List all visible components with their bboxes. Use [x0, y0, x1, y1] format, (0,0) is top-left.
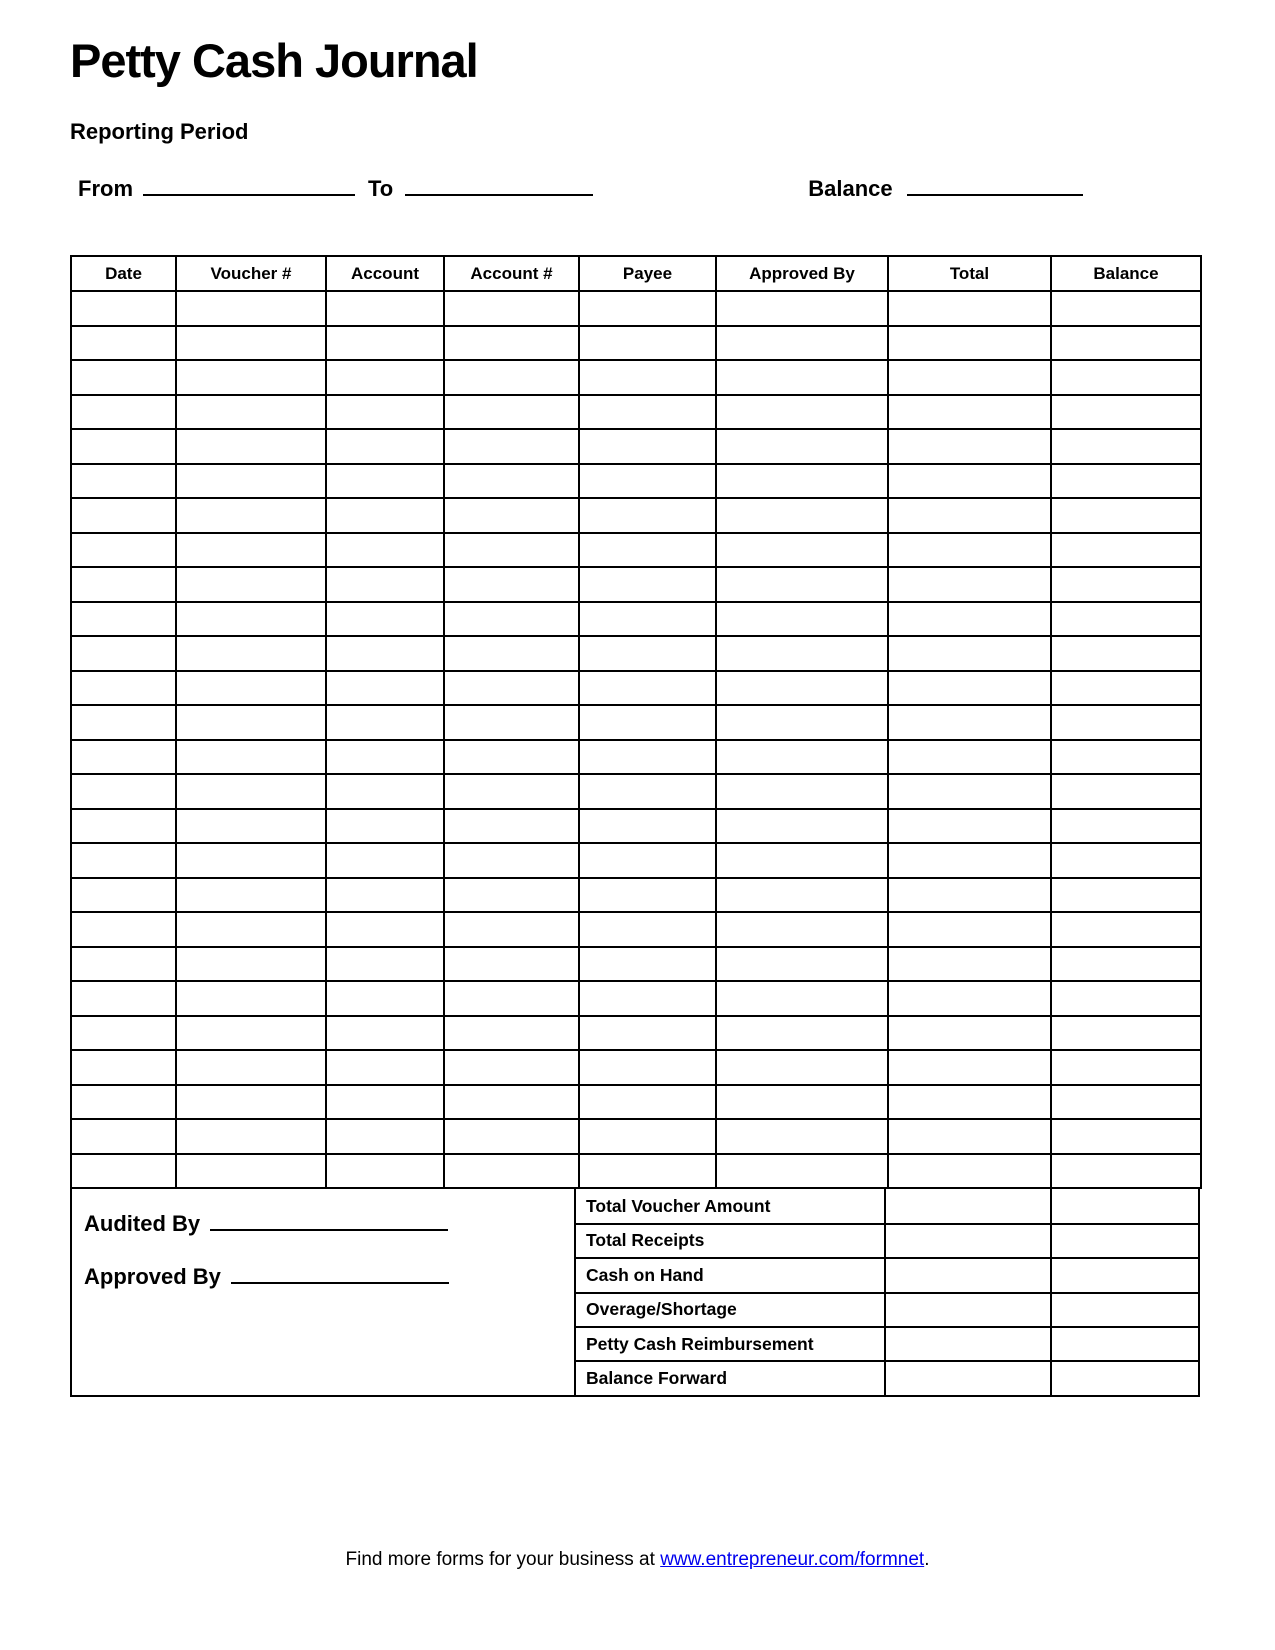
journal-cell-payee [579, 533, 716, 568]
journal-row-7 [71, 498, 1201, 533]
bottom-section [70, 1189, 1200, 1396]
journal-row-16 [71, 809, 1201, 844]
journal-cell-date [71, 464, 176, 499]
journal-cell-balance [1051, 705, 1201, 740]
journal-cell-account [326, 464, 444, 499]
journal-cell-approved-by [716, 1119, 888, 1154]
journal-row-6 [71, 464, 1201, 499]
journal-cell-voucher [176, 981, 326, 1016]
journal-table [70, 255, 1202, 1189]
journal-row-26 [71, 1154, 1201, 1189]
summary-row-cash-on-hand [575, 1258, 1199, 1292]
journal-cell-account [326, 636, 444, 671]
to-fill-line [405, 194, 593, 196]
journal-cell-voucher [176, 498, 326, 533]
journal-cell-account [326, 291, 444, 326]
journal-cell-account [326, 360, 444, 395]
journal-cell-total [888, 705, 1051, 740]
journal-cell-account [444, 1050, 579, 1085]
journal-cell-date [71, 809, 176, 844]
journal-cell-date [71, 533, 176, 568]
journal-cell-payee [579, 774, 716, 809]
summary-row-total-receipts [575, 1224, 1199, 1258]
journal-cell-total [888, 671, 1051, 706]
journal-cell-payee [579, 705, 716, 740]
audited-by-label: Audited By [84, 1211, 201, 1237]
journal-cell-date [71, 947, 176, 982]
journal-cell-voucher [176, 671, 326, 706]
journal-cell-date [71, 774, 176, 809]
approved-by-fill-line [231, 1282, 449, 1284]
journal-cell-voucher [176, 947, 326, 982]
journal-cell-payee [579, 395, 716, 430]
journal-cell-account [326, 878, 444, 913]
journal-cell-date [71, 567, 176, 602]
journal-cell-account [326, 1154, 444, 1189]
column-header-approved-by: Approved By [716, 256, 888, 291]
journal-cell-voucher [176, 1050, 326, 1085]
journal-cell-approved-by [716, 1050, 888, 1085]
journal-cell-account [444, 429, 579, 464]
journal-row-24 [71, 1085, 1201, 1120]
approved-by-row [84, 1264, 574, 1290]
journal-row-17 [71, 843, 1201, 878]
journal-cell-account [444, 602, 579, 637]
column-header-date: Date [71, 256, 176, 291]
journal-cell-total [888, 809, 1051, 844]
journal-cell-account [444, 291, 579, 326]
footer-text: Find more forms for your business at [345, 1549, 661, 1570]
journal-cell-account [326, 1085, 444, 1120]
journal-cell-total [888, 429, 1051, 464]
balance-label: Balance [808, 176, 893, 202]
journal-cell-account [444, 740, 579, 775]
journal-cell-balance [1051, 636, 1201, 671]
journal-cell-payee [579, 291, 716, 326]
journal-cell-date [71, 1119, 176, 1154]
reporting-period-heading: Reporting Period [70, 119, 249, 145]
journal-cell-total [888, 947, 1051, 982]
summary-label-overage-shortage: Overage/Shortage [575, 1293, 885, 1327]
summary-total-cell [885, 1224, 1051, 1258]
summary-table [574, 1189, 1200, 1396]
summary-total-cell [885, 1293, 1051, 1327]
journal-cell-date [71, 395, 176, 430]
journal-cell-total [888, 464, 1051, 499]
summary-label-balance-forward: Balance Forward [575, 1361, 885, 1395]
column-header-total: Total [888, 256, 1051, 291]
journal-cell-account [326, 912, 444, 947]
journal-cell-approved-by [716, 498, 888, 533]
journal-row-19 [71, 912, 1201, 947]
summary-balance-cell [1051, 1361, 1199, 1395]
journal-cell-account [326, 774, 444, 809]
journal-cell-voucher [176, 567, 326, 602]
reporting-period-row [70, 176, 1200, 202]
journal-cell-payee [579, 809, 716, 844]
journal-cell-approved-by [716, 809, 888, 844]
journal-cell-account [326, 705, 444, 740]
journal-cell-voucher [176, 429, 326, 464]
journal-row-10 [71, 602, 1201, 637]
journal-cell-date [71, 878, 176, 913]
journal-cell-date [71, 671, 176, 706]
page-title: Petty Cash Journal [70, 34, 478, 87]
journal-row-25 [71, 1119, 1201, 1154]
journal-cell-balance [1051, 429, 1201, 464]
summary-row-total-voucher-amount [575, 1189, 1199, 1223]
journal-cell-balance [1051, 774, 1201, 809]
journal-cell-payee [579, 360, 716, 395]
journal-cell-balance [1051, 567, 1201, 602]
journal-cell-payee [579, 636, 716, 671]
journal-cell-total [888, 878, 1051, 913]
from-fill-line [143, 194, 355, 196]
journal-cell-balance [1051, 1154, 1201, 1189]
journal-cell-account [326, 740, 444, 775]
journal-cell-account [326, 981, 444, 1016]
column-header-account: Account [326, 256, 444, 291]
journal-cell-approved-by [716, 636, 888, 671]
journal-cell-payee [579, 464, 716, 499]
journal-cell-account [444, 843, 579, 878]
summary-balance-cell [1051, 1293, 1199, 1327]
journal-cell-account [326, 395, 444, 430]
footer-link[interactable]: www.entrepreneur.com/formnet [660, 1549, 925, 1570]
journal-row-12 [71, 671, 1201, 706]
summary-label-total-receipts: Total Receipts [575, 1224, 885, 1258]
journal-row-11 [71, 636, 1201, 671]
journal-cell-account [326, 809, 444, 844]
journal-cell-date [71, 981, 176, 1016]
journal-cell-date [71, 602, 176, 637]
journal-cell-date [71, 326, 176, 361]
journal-row-1 [71, 291, 1201, 326]
summary-label-petty-cash-reimbursement: Petty Cash Reimbursement [575, 1327, 885, 1361]
journal-cell-balance [1051, 1119, 1201, 1154]
journal-cell-balance [1051, 1085, 1201, 1120]
journal-cell-account [444, 947, 579, 982]
journal-cell-balance [1051, 912, 1201, 947]
journal-cell-voucher [176, 1016, 326, 1051]
journal-cell-balance [1051, 395, 1201, 430]
journal-cell-balance [1051, 671, 1201, 706]
journal-cell-balance [1051, 360, 1201, 395]
journal-cell-total [888, 1085, 1051, 1120]
journal-cell-payee [579, 1050, 716, 1085]
journal-cell-date [71, 740, 176, 775]
journal-cell-total [888, 395, 1051, 430]
journal-cell-approved-by [716, 912, 888, 947]
journal-cell-approved-by [716, 843, 888, 878]
summary-total-cell [885, 1327, 1051, 1361]
journal-cell-balance [1051, 740, 1201, 775]
journal-cell-voucher [176, 774, 326, 809]
footer-suffix: . [924, 1549, 930, 1570]
journal-cell-account [326, 498, 444, 533]
journal-row-23 [71, 1050, 1201, 1085]
journal-cell-date [71, 636, 176, 671]
journal-cell-account [444, 1154, 579, 1189]
journal-cell-balance [1051, 843, 1201, 878]
journal-cell-balance [1051, 878, 1201, 913]
summary-label-total-voucher-amount: Total Voucher Amount [575, 1189, 885, 1223]
journal-cell-voucher [176, 1119, 326, 1154]
journal-cell-account [444, 360, 579, 395]
journal-header-row [71, 256, 1201, 291]
journal-cell-date [71, 1016, 176, 1051]
journal-row-2 [71, 326, 1201, 361]
journal-cell-balance [1051, 947, 1201, 982]
journal-cell-total [888, 360, 1051, 395]
journal-cell-account [444, 809, 579, 844]
journal-cell-date [71, 291, 176, 326]
journal-cell-total [888, 291, 1051, 326]
journal-cell-approved-by [716, 947, 888, 982]
journal-cell-total [888, 1050, 1051, 1085]
from-label: From [78, 176, 133, 202]
summary-body [575, 1189, 1199, 1395]
journal-cell-total [888, 774, 1051, 809]
journal-cell-date [71, 1154, 176, 1189]
journal-cell-total [888, 981, 1051, 1016]
journal-row-9 [71, 567, 1201, 602]
journal-cell-total [888, 1016, 1051, 1051]
journal-cell-approved-by [716, 602, 888, 637]
journal-cell-payee [579, 429, 716, 464]
journal-cell-payee [579, 671, 716, 706]
journal-cell-account [444, 705, 579, 740]
journal-cell-account [444, 774, 579, 809]
journal-cell-account [326, 947, 444, 982]
journal-row-21 [71, 981, 1201, 1016]
journal-cell-approved-by [716, 1085, 888, 1120]
journal-cell-payee [579, 498, 716, 533]
column-header-voucher: Voucher # [176, 256, 326, 291]
journal-cell-account [326, 1119, 444, 1154]
journal-cell-payee [579, 912, 716, 947]
journal-cell-date [71, 705, 176, 740]
journal-cell-approved-by [716, 567, 888, 602]
journal-cell-account [444, 326, 579, 361]
journal-cell-payee [579, 1016, 716, 1051]
journal-cell-balance [1051, 498, 1201, 533]
journal-cell-account [326, 326, 444, 361]
journal-cell-balance [1051, 326, 1201, 361]
journal-cell-balance [1051, 981, 1201, 1016]
approved-by-label: Approved By [84, 1264, 221, 1290]
journal-cell-account [444, 671, 579, 706]
journal-cell-approved-by [716, 981, 888, 1016]
journal-cell-total [888, 912, 1051, 947]
journal-cell-account [444, 1016, 579, 1051]
journal-cell-payee [579, 878, 716, 913]
journal-cell-approved-by [716, 395, 888, 430]
column-header-account: Account # [444, 256, 579, 291]
summary-balance-cell [1051, 1189, 1199, 1223]
journal-cell-voucher [176, 602, 326, 637]
journal-row-14 [71, 740, 1201, 775]
column-header-balance: Balance [1051, 256, 1201, 291]
journal-cell-account [444, 912, 579, 947]
journal-row-4 [71, 395, 1201, 430]
summary-row-overage-shortage [575, 1293, 1199, 1327]
journal-row-8 [71, 533, 1201, 568]
journal-row-13 [71, 705, 1201, 740]
journal-cell-balance [1051, 533, 1201, 568]
journal-cell-approved-by [716, 1154, 888, 1189]
journal-cell-approved-by [716, 360, 888, 395]
to-label: To [368, 176, 394, 202]
journal-cell-account [444, 464, 579, 499]
journal-cell-balance [1051, 291, 1201, 326]
journal-cell-account [444, 567, 579, 602]
journal-cell-payee [579, 326, 716, 361]
journal-cell-approved-by [716, 464, 888, 499]
journal-cell-date [71, 1050, 176, 1085]
journal-cell-voucher [176, 636, 326, 671]
journal-cell-total [888, 740, 1051, 775]
summary-balance-cell [1051, 1224, 1199, 1258]
journal-cell-balance [1051, 602, 1201, 637]
journal-cell-date [71, 912, 176, 947]
journal-cell-voucher [176, 464, 326, 499]
journal-cell-account [326, 567, 444, 602]
journal-cell-payee [579, 1154, 716, 1189]
journal-cell-voucher [176, 291, 326, 326]
summary-balance-cell [1051, 1258, 1199, 1292]
journal-cell-payee [579, 1085, 716, 1120]
journal-cell-payee [579, 843, 716, 878]
journal-cell-total [888, 533, 1051, 568]
column-header-payee: Payee [579, 256, 716, 291]
journal-cell-payee [579, 1119, 716, 1154]
journal-cell-voucher [176, 740, 326, 775]
journal-row-20 [71, 947, 1201, 982]
journal-cell-account [444, 1085, 579, 1120]
journal-cell-payee [579, 981, 716, 1016]
journal-cell-account [326, 533, 444, 568]
journal-cell-date [71, 498, 176, 533]
journal-cell-payee [579, 602, 716, 637]
journal-cell-payee [579, 947, 716, 982]
audited-by-row [84, 1211, 574, 1237]
journal-cell-approved-by [716, 1016, 888, 1051]
journal-cell-approved-by [716, 291, 888, 326]
journal-row-5 [71, 429, 1201, 464]
signoff-box [70, 1189, 574, 1396]
audited-by-fill-line [210, 1229, 448, 1231]
journal-body [71, 291, 1201, 1188]
journal-cell-account [444, 498, 579, 533]
journal-cell-account [326, 1016, 444, 1051]
journal-cell-balance [1051, 464, 1201, 499]
journal-cell-account [326, 671, 444, 706]
journal-cell-voucher [176, 1085, 326, 1120]
journal-cell-account [444, 636, 579, 671]
journal-cell-voucher [176, 1154, 326, 1189]
journal-cell-voucher [176, 843, 326, 878]
journal-cell-voucher [176, 809, 326, 844]
journal-cell-voucher [176, 878, 326, 913]
journal-cell-approved-by [716, 671, 888, 706]
journal-cell-balance [1051, 809, 1201, 844]
journal-cell-payee [579, 740, 716, 775]
journal-cell-total [888, 567, 1051, 602]
journal-cell-voucher [176, 395, 326, 430]
journal-cell-account [444, 395, 579, 430]
summary-label-cash-on-hand: Cash on Hand [575, 1258, 885, 1292]
journal-cell-approved-by [716, 740, 888, 775]
journal-cell-account [326, 843, 444, 878]
journal-cell-total [888, 636, 1051, 671]
journal-row-15 [71, 774, 1201, 809]
summary-row-balance-forward [575, 1361, 1199, 1395]
journal-cell-total [888, 498, 1051, 533]
journal-cell-approved-by [716, 326, 888, 361]
journal-cell-total [888, 843, 1051, 878]
journal-cell-balance [1051, 1016, 1201, 1051]
journal-cell-total [888, 602, 1051, 637]
journal-cell-account [326, 602, 444, 637]
journal-cell-account [326, 1050, 444, 1085]
journal-cell-account [444, 878, 579, 913]
journal-cell-approved-by [716, 429, 888, 464]
summary-total-cell [885, 1189, 1051, 1223]
journal-cell-date [71, 843, 176, 878]
balance-fill-line [907, 194, 1083, 196]
footer [0, 1549, 1275, 1571]
journal-cell-account [326, 429, 444, 464]
journal-cell-approved-by [716, 774, 888, 809]
journal-cell-approved-by [716, 878, 888, 913]
journal-cell-voucher [176, 705, 326, 740]
journal-cell-balance [1051, 1050, 1201, 1085]
journal-cell-account [444, 981, 579, 1016]
journal-row-18 [71, 878, 1201, 913]
journal-cell-total [888, 326, 1051, 361]
journal-cell-approved-by [716, 533, 888, 568]
journal-cell-date [71, 1085, 176, 1120]
summary-total-cell [885, 1258, 1051, 1292]
journal-cell-voucher [176, 326, 326, 361]
journal-cell-payee [579, 567, 716, 602]
summary-total-cell [885, 1361, 1051, 1395]
journal-cell-approved-by [716, 705, 888, 740]
journal-cell-total [888, 1119, 1051, 1154]
journal-cell-voucher [176, 360, 326, 395]
summary-row-petty-cash-reimbursement [575, 1327, 1199, 1361]
journal-cell-voucher [176, 533, 326, 568]
journal-cell-account [444, 533, 579, 568]
journal-cell-account [444, 1119, 579, 1154]
journal-cell-date [71, 429, 176, 464]
summary-balance-cell [1051, 1327, 1199, 1361]
journal-row-22 [71, 1016, 1201, 1051]
journal-row-3 [71, 360, 1201, 395]
journal-cell-total [888, 1154, 1051, 1189]
journal-cell-voucher [176, 912, 326, 947]
journal-cell-date [71, 360, 176, 395]
